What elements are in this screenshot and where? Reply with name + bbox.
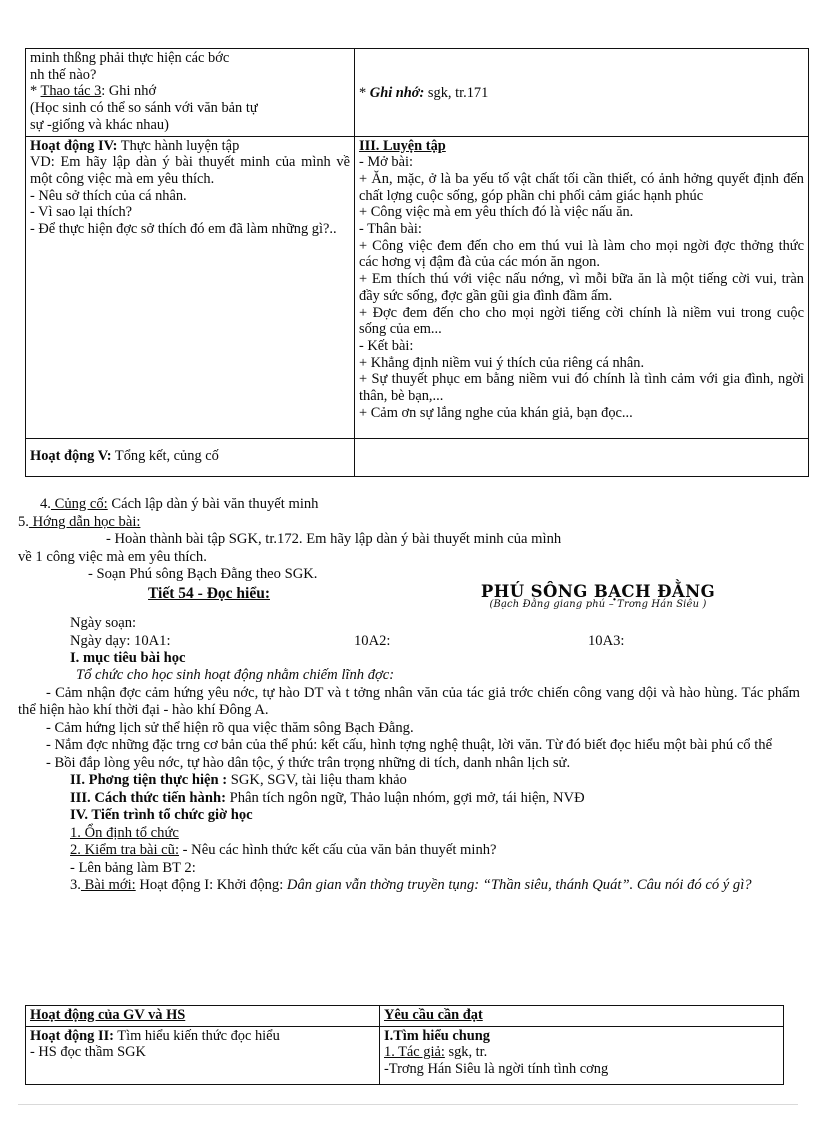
poem-title: PHÚ SÔNG BẠCH ĐẰNG [480,582,716,601]
step-2-label: 2. Kiểm tra bài cũ: [70,842,180,858]
poem-title-block [448,582,748,610]
text-line-thao-tac-3: * Thao tác 3: Ghi nhớ [30,83,157,100]
tac-gia-line [384,1044,779,1061]
section-1-subtitle: Tổ chức cho học sinh hoạt động nhằm chiếm lĩnh đợc: [76,667,395,683]
column-header-yeu-cau: Yêu cầu cần đạt [384,1007,483,1023]
item-text: Cách lập dàn ý bài văn thuyết minh [107,496,319,512]
step-1: 1. Ổn định tổ chức [70,824,179,841]
ghi-nho-label: Ghi nhớ: [369,85,425,101]
top-table-row2-left-cell [26,136,355,438]
item-number: 4. [40,496,51,512]
section-4-heading: IV. Tiến trình tổ chức giờ học [70,807,253,823]
lesson-plan-body [18,615,800,895]
table-row [26,49,809,137]
section-2-rest: SGK, SGV, tài liệu tham khảo [227,772,407,788]
step-3-rest: Hoạt động I: Khởi động: [135,877,287,893]
hoat-dong-v-heading [30,440,350,465]
top-table-row1-left-cell [26,49,355,137]
tac-gia-rest: sgk, tr. [444,1044,488,1061]
heading-label: Hoạt động II: [30,1027,114,1044]
text-line: + Công việc đem đến cho em thú vui là làm cho mọi ngời đợc thởng thức các hơng vị đậm đà của các món ăn ngon. [359,237,804,271]
section-3-rest: Phân tích ngôn ngữ, Thảo luận nhóm, gợi mở, tái hiện, NVĐ [225,789,585,806]
top-table-row3-left-cell [26,438,355,476]
tiet-label: Tiết 54 - Đọc hiểu: [148,585,270,602]
table-row [26,136,809,438]
heading-rest: Tổng kết, củng cố [111,447,219,464]
tim-hieu-chung-heading: I.Tìm hiểu chung [384,1027,490,1044]
objective-item: - Cảm nhận đợc cảm hứng yêu nớc, tự hào DT và t tởng nhân văn của tác giả trớc chiến công vang dội và hào hùng. Tác phẩm thể hiện hào khí thời đại - hào khí Đông A. [18,684,800,718]
top-table-row2-right-cell [355,136,809,438]
step-3-quote: Dân gian vẫn thờng truyền tụng: “Thần siêu, thánh Quát”. Câu nói đó có ý gì? [286,877,752,893]
heading-rest: Thực hành luyện tập [117,137,240,154]
text-line: - Kết bài: [359,337,414,354]
heading-label: Hoạt động IV: [30,137,118,154]
lesson-activity-table-bottom [25,1005,784,1085]
step-2 [18,842,800,860]
column-header-gv-hs: Hoạt động của GV và HS [30,1007,186,1023]
text-line: minh thßng phải thực hiện các bớc [30,50,230,66]
section-2 [18,772,800,790]
text-line: sự -giống và khác nhau) [30,116,169,133]
text-line: - Thân bài: [359,221,422,238]
text-line: + Công việc mà em yêu thích đó là việc nấu ăn. [359,204,634,221]
underlined-label: Thao tác 3 [40,83,102,100]
text-line: - Nêu sở thích của cá nhân. [30,187,187,204]
step-3 [18,877,800,895]
item-label: Củng cố: [50,496,108,512]
text-line: + Cảm ơn sự lắng nghe của khán giả, bạn đọc... [359,404,633,421]
scan-edge-artifact [18,1104,798,1105]
ngay-day-row [18,633,800,650]
table-row [26,1026,784,1084]
objective-item: - Cảm hứng lịch sử thể hiện rõ qua việc thăm sông Bạch Đằng. [46,719,414,736]
section-3 [18,790,800,808]
text-line: VD: Em hãy lập dàn ý bài thuyết minh của mình về một công việc mà em yêu thích. [30,154,350,187]
top-table-row1-right-cell [355,49,809,137]
section-1-heading: I. mục tiêu bài học [70,649,186,666]
text-line: - Vì sao lại thích? [30,204,133,221]
lesson-activity-table-top [25,48,809,477]
text-line: + Ăn, mặc, ở là ba yếu tố vật chất tối cần thiết, có ảnh hởng quyết định đến chất lợng cuộc sống, góp phần chi phối cảm giác hạnh phúc [359,170,804,204]
hoat-dong-ii-heading [30,1028,375,1045]
huong-dan-item [18,514,798,532]
item-number: 5. [18,513,29,530]
text-line: - Mở bài: [359,154,413,171]
ghi-nho-value: sgk, tr.171 [424,85,489,101]
text-line: + Em thích thú với việc nấu nớng, vì mỗi bữa ăn là một tiếng cời vui, tràn đầy sức sống, đợc gần gũi gia đình đầm ấm. [359,271,804,304]
bottom-table-row1-right [380,1026,784,1084]
heading-label: Hoạt động V: [30,447,112,464]
text-line: + Đợc đem đến cho cho mọi ngời tiếng cời chính là niềm vui trong cuộc sống của em... [359,304,804,338]
section-3-heading: III. Cách thức tiến hành: [70,789,226,806]
text-line: nh thế nào? [30,66,97,83]
lesson-wrapup-block [18,496,798,584]
bottom-table-header-right [380,1006,784,1027]
objective-item: - Nắm đợc những đặc trng cơ bản của thể phú: kết cấu, hình tợng nghệ thuật, lời văn. Từ đó biết đọc hiểu một bài phú cổ thể [46,737,773,753]
table-header-row [26,1006,784,1027]
luyen-tap-heading: III. Luyện tập [359,137,446,154]
tac-gia-label: 1. Tác giả: [384,1044,445,1061]
ngay-day-class-3: 10A3: [588,632,625,649]
step-2-rest: - Nêu các hình thức kết cấu của văn bản thuyết minh? [179,842,497,858]
ghi-nho-note: * Ghi nhớ: sgk, tr.171 [359,85,489,101]
objective-item: - Bồi đắp lòng yêu nớc, tự hào dân tộc, ý thức trân trọng những di tích, danh nhân lịch sử. [46,754,571,771]
text-line: - HS đọc thầm SGK [30,1044,146,1061]
bottom-table-row1-left [26,1026,380,1084]
homework-line-1: - Hoàn thành bài tập SGK, tr.172. Em hãy lập dàn ý bài thuyết minh của mình [106,531,562,547]
top-table-row3-right-cell [355,438,809,476]
step-3-label: Bài mới: [80,877,136,893]
homework-line-3: - Soạn Phú sông Bạch Đằng theo SGK. [88,566,318,582]
homework-line-2: về 1 công việc mà em yêu thích. [18,548,207,565]
step-2-line-2: - Lên bảng làm BT 2: [70,859,196,876]
step-3-number: 3. [70,877,81,893]
ngay-day-class-1: Ngày dạy: 10A1: [70,632,171,649]
text-line: + Sự thuyết phục em bằng niềm vui đó chính là tình cảm với gia đình, ngời thân, bè bạn,... [359,371,804,405]
item-label: Hớng dẫn học bài: [28,513,141,530]
ngay-soan: Ngày soạn: [70,615,137,631]
heading-rest: Tìm hiểu kiến thức đọc hiểu [113,1027,280,1044]
section-2-heading: II. Phơng tiện thực hiện : [70,772,228,788]
poem-subtitle: (Bạch Đằng giang phú – Trơng Hán Siêu ) [489,599,707,610]
bottom-table-header-left [26,1006,380,1027]
text-line: -Trơng Hán Siêu là ngời tính tình cơng [384,1061,609,1078]
text-line: - Để thực hiện đợc sở thích đó em đã làm những gì?.. [30,221,337,238]
cung-co-item [18,496,798,514]
lesson-title-row [18,582,800,615]
table-row [26,438,809,476]
hoat-dong-iv-heading [30,138,350,155]
text-line: + Khẳng định niềm vui ý thích của riêng cá nhân. [359,354,645,371]
text-line: (Học sinh có thể so sánh với văn bản tự [30,100,258,117]
ngay-day-class-2: 10A2: [354,632,391,649]
